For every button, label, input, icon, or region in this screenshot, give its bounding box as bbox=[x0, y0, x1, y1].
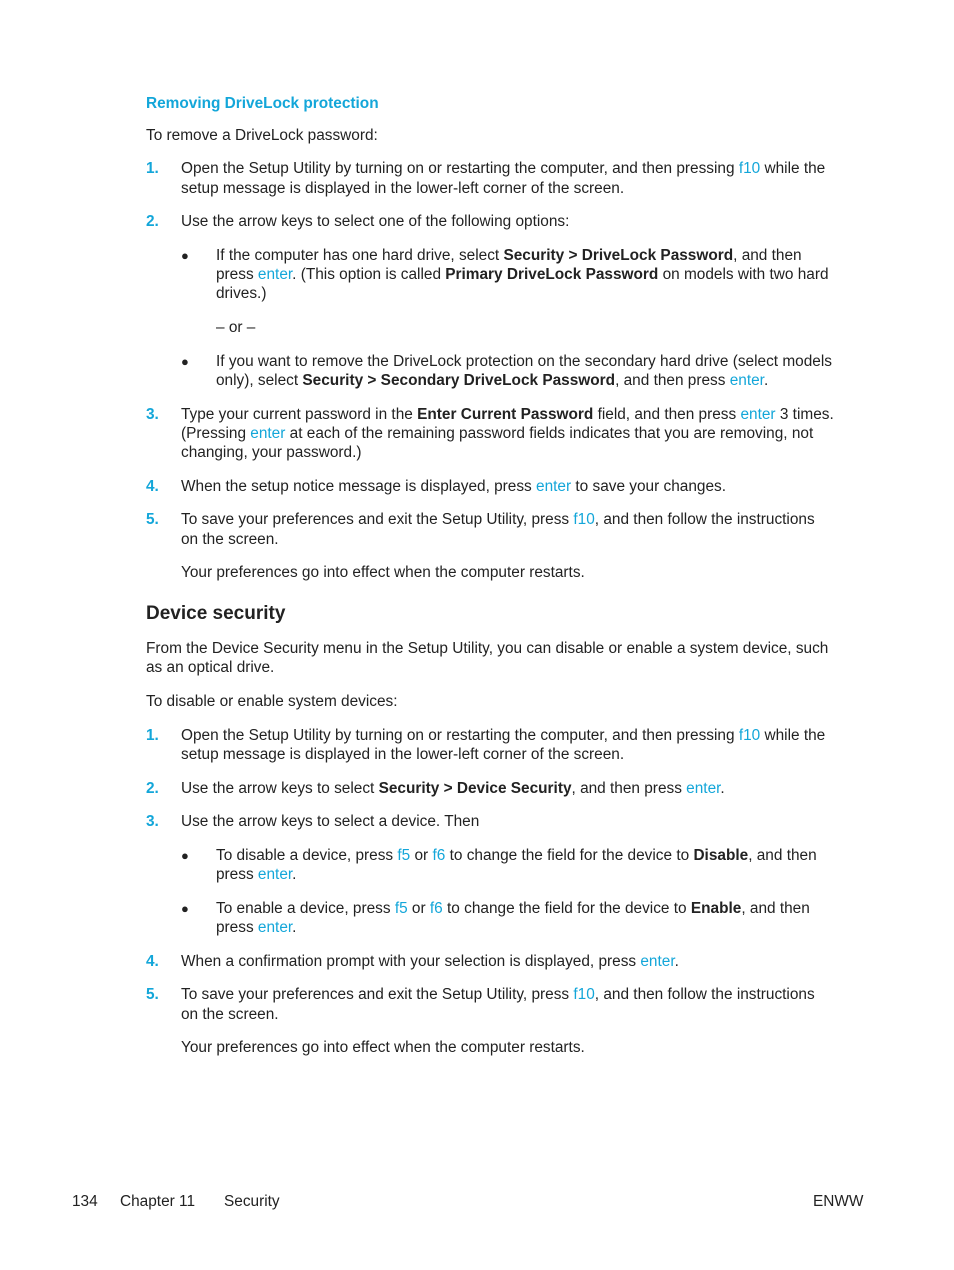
step-number: 3. bbox=[146, 406, 159, 423]
step-text: When the setup notice message is displayed, press enter to save your changes. bbox=[181, 478, 726, 495]
bullet-text: press enter. bbox=[216, 919, 297, 936]
step-number: 2. bbox=[146, 780, 159, 797]
step-text: Use the arrow keys to select a device. Then bbox=[181, 813, 480, 830]
step-text: Use the arrow keys to select Security > Device Security, and then press enter. bbox=[181, 780, 725, 797]
step-number: 3. bbox=[146, 813, 159, 830]
step-number: 1. bbox=[146, 160, 159, 177]
chapter-label: Chapter 11 bbox=[120, 1193, 196, 1210]
bullet-text: press enter. bbox=[216, 866, 297, 883]
section-title: Removing DriveLock protection bbox=[146, 95, 379, 112]
step-text: on the screen. bbox=[181, 531, 279, 548]
step-number: 2. bbox=[146, 213, 159, 230]
step-text: setup message is displayed in the lower-left corner of the screen. bbox=[181, 180, 625, 197]
bullet-icon: ● bbox=[181, 848, 189, 863]
key-f6: f6 bbox=[429, 900, 443, 917]
intro-text: To disable or enable system devices: bbox=[146, 693, 398, 710]
bullet-text: If you want to remove the DriveLock protection on the secondary hard drive (select models bbox=[216, 353, 832, 370]
key-enter: enter bbox=[257, 266, 293, 283]
key-enter: enter bbox=[536, 478, 572, 495]
bullet-text: To disable a device, press f5 or f6 to change the field for the device to Disable, and then bbox=[216, 847, 817, 864]
bullet-text: To enable a device, press f5 or f6 to change the field for the device to Enable, and then bbox=[216, 900, 810, 917]
key-f6: f6 bbox=[432, 847, 446, 864]
key-enter: enter bbox=[640, 953, 675, 970]
step-text: To save your preferences and exit the Setup Utility, press f10, and then follow the instructions bbox=[181, 986, 815, 1003]
step-text: Type your current password in the Enter Current Password field, and then press enter 3 times. bbox=[181, 406, 834, 423]
bullet-text: press enter. (This option is called Primary DriveLock Password on models with two hard bbox=[216, 266, 829, 283]
section-label: Security bbox=[224, 1193, 280, 1210]
step-text: To save your preferences and exit the Setup Utility, press f10, and then follow the instructions bbox=[181, 511, 815, 528]
page-number: 134 bbox=[72, 1193, 98, 1210]
step-number: 5. bbox=[146, 986, 159, 1003]
key-enter: enter bbox=[740, 406, 776, 423]
key-enter: enter bbox=[257, 919, 293, 936]
key-enter: enter bbox=[686, 780, 721, 797]
note-text: Your preferences go into effect when the computer restarts. bbox=[181, 1039, 585, 1056]
paragraph-text: From the Device Security menu in the Setup Utility, you can disable or enable a system device, such bbox=[146, 640, 829, 657]
note-text: Your preferences go into effect when the computer restarts. bbox=[181, 564, 585, 581]
step-number: 4. bbox=[146, 953, 159, 970]
bullet-icon: ● bbox=[181, 901, 189, 916]
key-enter: enter bbox=[257, 866, 293, 883]
bullet-icon: ● bbox=[181, 354, 189, 369]
key-f5: f5 bbox=[397, 847, 411, 864]
section-heading: Device security bbox=[146, 603, 286, 624]
step-number: 1. bbox=[146, 727, 159, 744]
step-text: Open the Setup Utility by turning on or restarting the computer, and then pressing f10 while the bbox=[181, 727, 826, 744]
bullet-text: If the computer has one hard drive, select Security > DriveLock Password, and then bbox=[216, 247, 802, 264]
key-f5: f5 bbox=[394, 900, 408, 917]
step-text: Open the Setup Utility by turning on or restarting the computer, and then pressing f10 while the bbox=[181, 160, 826, 177]
step-number: 4. bbox=[146, 478, 159, 495]
step-text: setup message is displayed in the lower-left corner of the screen. bbox=[181, 746, 625, 763]
step-number: 5. bbox=[146, 511, 159, 528]
bullet-icon: ● bbox=[181, 248, 189, 263]
footer-right: ENWW bbox=[813, 1193, 864, 1210]
key-f10: f10 bbox=[738, 160, 761, 177]
bullet-text: only), select Security > Secondary DriveLock Password, and then press enter. bbox=[216, 372, 769, 389]
intro-text: To remove a DriveLock password: bbox=[146, 127, 378, 144]
key-f10: f10 bbox=[573, 986, 595, 1003]
paragraph-text: as an optical drive. bbox=[146, 659, 275, 676]
key-f10: f10 bbox=[573, 511, 595, 528]
key-f10: f10 bbox=[738, 727, 761, 744]
key-enter: enter bbox=[729, 372, 764, 389]
step-text: When a confirmation prompt with your selection is displayed, press enter. bbox=[181, 953, 679, 970]
step-text: (Pressing enter at each of the remaining password fields indicates that you are removing, not bbox=[181, 425, 814, 442]
key-enter: enter bbox=[250, 425, 286, 442]
or-separator: – or – bbox=[216, 319, 256, 336]
step-text: on the screen. bbox=[181, 1006, 279, 1023]
step-text: Use the arrow keys to select one of the following options: bbox=[181, 213, 570, 230]
step-text: changing, your password.) bbox=[181, 444, 362, 461]
bullet-text: drives.) bbox=[216, 285, 267, 302]
